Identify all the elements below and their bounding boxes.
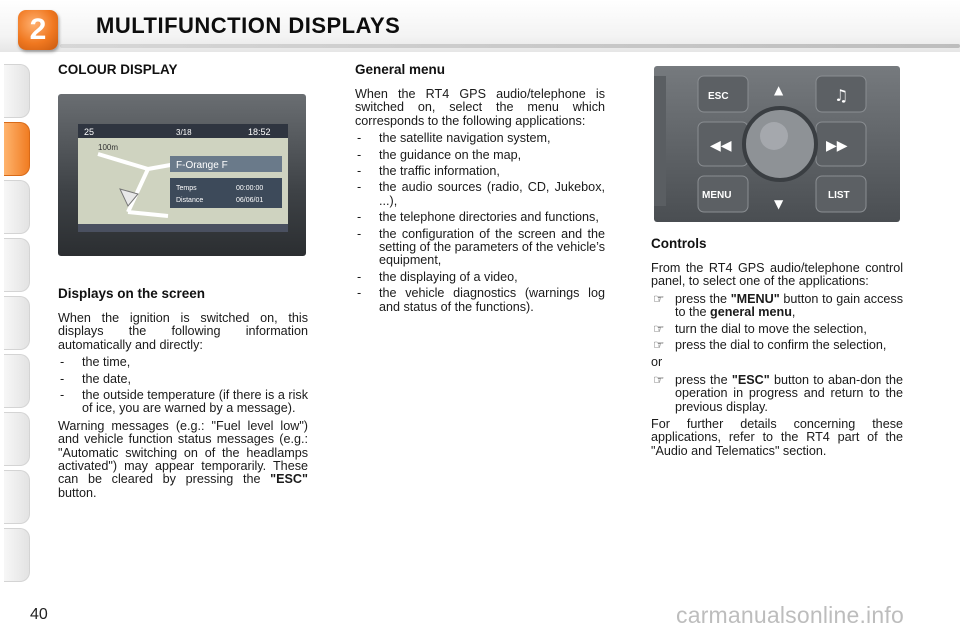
street-label: F-Orange F [176,160,228,171]
controls-steps-alt [651,374,903,414]
displays-list [58,356,308,416]
colour-display-title: COLOUR DISPLAY [58,62,178,77]
chapter-tab-3 [4,180,30,234]
pointing-hand-icon: ☞ [653,372,665,387]
warning-messages-paragraph: Warning messages (e.g.: "Fuel level low") and vehicle function status messages (e.g.: "Automatic switching on of the headlamps activated") may appear temporarily. These can be cleared by pressing the "ESC" button. [58,418,308,500]
pointing-hand-icon: ☞ [653,291,665,306]
controls-steps [651,293,903,353]
esc-button-label: ESC [708,91,729,102]
chapter-tab-6 [4,354,30,408]
status-bar-date: 3/18 [176,128,192,137]
list-item: ☞ press the "MENU" button to gain access to the general menu, [653,291,903,320]
pointing-hand-icon: ☞ [653,338,665,353]
displays-intro: When the ignition is switched on, this displays the following information automatically and directly: [58,311,308,352]
site-watermark: carmanualsonline.info [676,602,904,628]
list-item: - the traffic information, [357,164,500,179]
list-item: ☞ press the dial to confirm the selection, [653,338,887,353]
status-bar-temp: 25 [84,127,95,137]
route-info-value-1: 00:00:00 [236,185,264,192]
up-arrow-icon: ▲ [774,83,784,97]
chapter-tab-1 [4,64,30,118]
down-arrow-icon: ▼ [774,197,784,211]
control-panel-illustration [654,66,900,222]
header-rule [60,44,960,48]
route-info-label-1: Temps [176,185,197,192]
list-item: - the telephone directories and functions, [357,210,599,225]
list-button-label: LIST [828,190,850,201]
rewind-icon: ◀◀ [710,138,732,154]
menu-button-label: MENU [702,190,732,201]
status-bar-time: 18:52 [248,127,271,137]
chapter-tab-5 [4,296,30,350]
displays-on-screen-body [58,312,308,504]
list-item: - the displaying of a video, [357,269,518,284]
list-item: - the date, [60,371,132,386]
or-text: or [651,355,663,370]
list-item: - the satellite navigation system, [357,131,551,146]
chapter-tab-8 [4,470,30,524]
route-info-value-2: 06/06/01 [236,197,264,204]
chapter-tab-7 [4,412,30,466]
controls-body [651,262,903,462]
general-menu-list [355,132,605,314]
chapter-number-badge: 2 [18,10,58,50]
map-scale: 100m [98,143,119,152]
screen-bottom-bar [78,224,288,232]
further-details-paragraph: For further details concerning these applications, refer to the RT4 part of the "Audio and Telematics" section. [651,417,903,458]
general-menu-body [355,88,605,318]
list-item: - the guidance on the map, [357,147,522,162]
chapter-tab-4 [4,238,30,292]
side-tab-strip [0,64,34,576]
colour-display-illustration [58,94,306,256]
list-item: ☞ turn the dial to move the selection, [653,321,867,336]
dial-highlight [760,122,788,150]
chapter-title: MULTIFUNCTION DISPLAYS [96,13,401,38]
panel-left-edge [654,76,666,206]
page-number: 40 [30,606,48,623]
route-info-label-2: Distance [176,197,204,204]
list-item: - the configuration of the screen and the setting of the parameters of the vehicle’s equipment, [357,226,605,268]
control-panel-photo [654,66,900,222]
chapter-tab-2 [4,122,30,176]
music-note-icon: ♫ [834,86,849,105]
pointing-hand-icon: ☞ [653,321,665,336]
list-item: - the time, [60,355,131,370]
list-item: - the outside temperature (if there is a risk of ice, you are warned by a message). [60,388,308,416]
colour-display-photo [58,94,306,256]
list-item: - the audio sources (radio, CD, Jukebox, ...), [357,180,605,208]
list-item: - the vehicle diagnostics (warnings log and status of the functions). [357,286,605,314]
forward-icon: ▶▶ [826,138,848,154]
controls-intro: From the RT4 GPS audio/telephone control panel, to select one of the applications: [651,261,903,289]
chapter-tab-9 [4,528,30,582]
screen-map-area [78,124,288,224]
general-menu-title: General menu [355,62,446,77]
controls-title: Controls [651,236,707,251]
general-menu-intro: When the RT4 GPS audio/telephone is switched on, select the menu which corresponds to the following applications: [355,87,605,128]
list-item: ☞ press the "ESC" button to aban-don the operation in progress and return to the previous display. [653,372,903,414]
displays-on-screen-title: Displays on the screen [58,286,206,301]
